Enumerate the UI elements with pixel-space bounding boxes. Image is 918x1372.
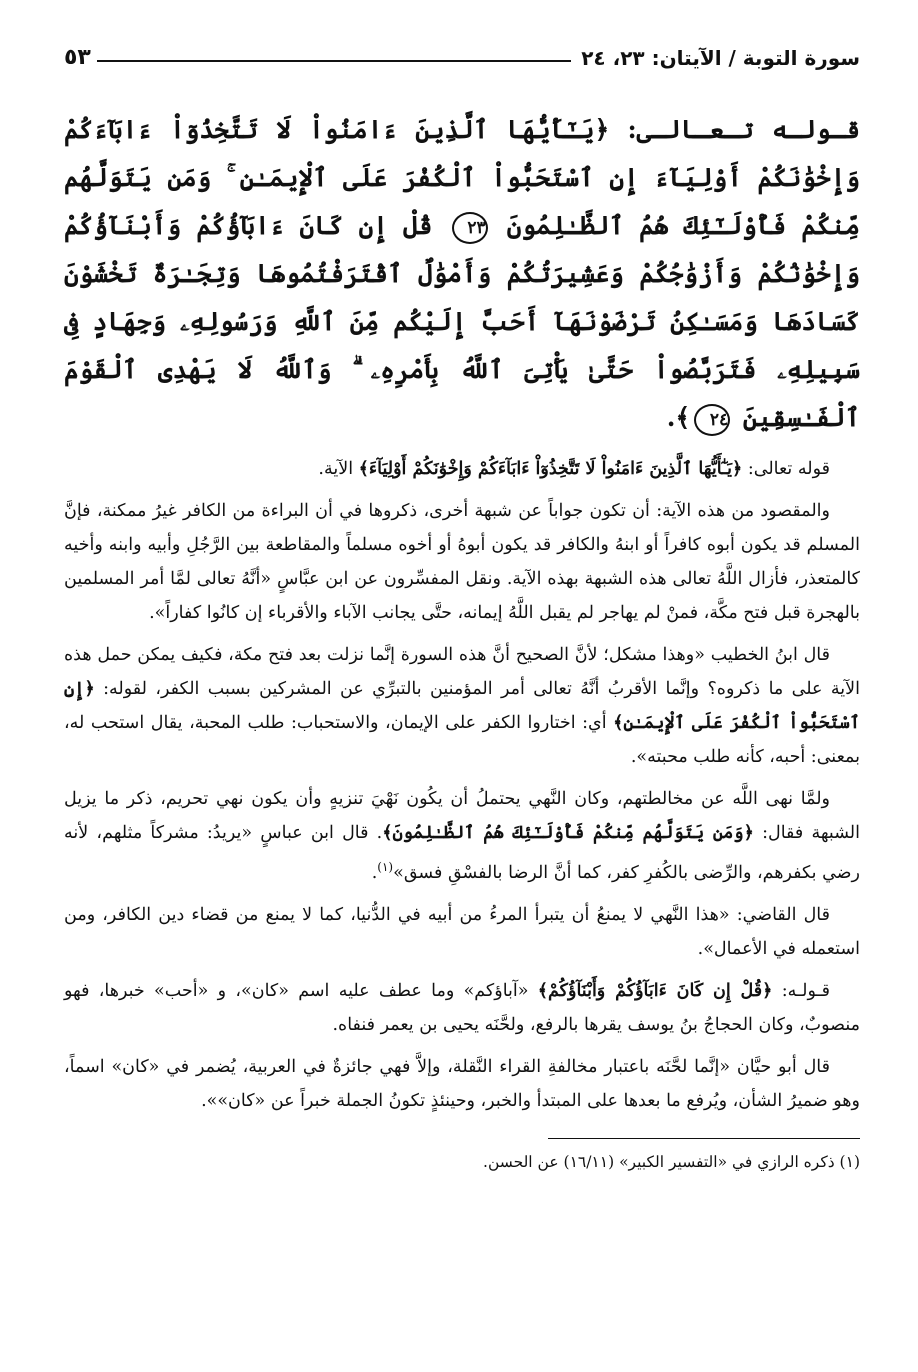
open-bracket: ﴿ — [594, 115, 610, 144]
quran-passage — [64, 106, 860, 442]
p4-part-a: ولمَّا نهى اللَّه عن مخالطتهم، وكان النَّهي يحتملُ أن يكُون نَهْيَ تنزيهٍ وأن يكون نهي تحريم، ذكر ما يزيل الشبهة فقال: — [64, 789, 860, 843]
p1-intro: قوله تعالى: — [742, 459, 830, 479]
p6-intro: قـولـه: — [772, 980, 830, 1001]
p4-part-c: . — [371, 862, 378, 883]
paragraph-2: والمقصود من هذه الآية: أن تكون جواباً عن شبهة أخرى، ذكروها في أن البراءة من الكافر غيرُ ممكنة، فإنَّ المسلم قد يكون أبوه كافراً أو ابنهُ والكافر قد يكون أبوهُ أو أخوه مسلماً والمقاطعة بين الرَّجُلِ وأبيه وابنه وأخيه كالمتعذر، فأزال اللَّهُ تعالى هذه الشبهة بهذه الآية. ونقل المفسِّرون عن ابن عبَّاسٍ «أنَّهُ تعالى لمَّا أمر المسلمين بالهجرة قبل فتح مكَّة، فمنْ لم يهاجر لم يقبل اللَّهُ إيمانه، حتَّى يجانب الآباء والأقرباء إن كانُوا كفاراً». — [64, 501, 860, 623]
footnote-ref-1[interactable]: (١) — [377, 860, 394, 874]
p1-rest: الآية. — [318, 459, 359, 479]
paragraph-3 — [64, 638, 860, 774]
page-number: ٥٣ — [64, 45, 91, 70]
p6-quran-quote: ﴿قُلْ إِن كَانَ ءَابَآؤُكُمْ وَأَبْنَآؤُكُمْ﴾ — [537, 980, 773, 1001]
ayah-marker-24: ٢٤ — [694, 404, 730, 436]
p3-part-a: قال ابنُ الخطيب «وهذا مشكل؛ لأنَّ الصحيح أنَّ هذه السورة إنَّما نزلت بعد فتح مكة، فكيف يمكن حمل هذه الآية على ما ذكروه؟ وإنَّما الأقربُ أنَّهُ تعالى أمر المؤمنين بالتبرِّي عن المشركين بسبب الكفر، لقوله: — [64, 645, 860, 699]
footnote-rule — [548, 1138, 860, 1139]
p3-quran-quote: ﴿إِنِ ٱسْتَحَبُّواْ ٱلْكُفْرَ عَلَى ٱلْإِيمَـٰنِ﴾ — [64, 679, 860, 733]
p1-quran-quote: ﴿يَـٰٓأَيُّهَا ٱلَّذِينَ ءَامَنُواْ لَا تَتَّخِذُوٓاْ ءَابَآءَكُمْ وَإِخْوَٰنَكُمْ أَوْلِيَآءَ﴾ — [358, 459, 743, 479]
paragraph-7: قال أبو حيَّان «إنَّما لحَّنَه باعتبار مخالفةِ القراء النَّقلة، وإلاَّ فهي جائزةٌ في العربية، يُضمر في «كان» اسماً، وهو ضميرُ الشأن، ويُرفع ما بعدها على المبتدأ والخبر، وحينئذٍ تكونُ الجملة خبراً عن «كان»». — [64, 1056, 860, 1111]
ayah-marker-23: ٢٣ — [452, 212, 488, 244]
p4-quran-quote: ﴿وَمَن يَتَوَلَّهُم مِّنكُمْ فَأُوْلَـٰٓئِكَ هُمُ ٱلظَّـٰلِمُونَ﴾ — [382, 823, 754, 843]
paragraph-6 — [64, 974, 860, 1042]
p3-part-b: أي: اختاروا الكفر على الإيمان، والاستحباب: طلب المحبة، يقال استحب له، بمعنى: أحبه، كأنه طلب محبته». — [64, 713, 860, 767]
footnote-1: (١) ذكره الرازي في «التفسير الكبير» (١٦/١١) عن الحسن. — [483, 1152, 860, 1171]
p6-rest: «آباؤكم» وما عطف عليه اسم «كان»، و «أحب» خبرها، فهو منصوبٌ، وكان الحجاجُ بنُ يوسف يقرها بالرفع، ولحَّنَه يحيى بن يعمر فنفاه. — [64, 980, 860, 1035]
header-rule — [97, 60, 571, 62]
verse-23-text: يَـٰٓأَيُّهَا ٱلَّذِينَ ءَامَنُواْ لَا تَتَّخِذُوٓاْ ءَابَآءَكُمْ وَإِخْوَٰنَكُمْ أَوْلِيَآءَ إِنِ ٱسْتَحَبُّواْ ٱلْكُفْرَ عَلَى ٱلْإِيمَـٰنِ ۚ وَمَن يَتَوَلَّهُم مِّنكُمْ فَأُوْلَـٰٓئِكَ هُمُ ٱلظَّـٰلِمُونَ — [64, 115, 860, 240]
paragraph-1 — [64, 452, 860, 486]
running-header — [64, 34, 860, 70]
quran-intro: قـولـه تـعـالـى: — [627, 115, 860, 144]
running-title: سورة التوبة / الآيتان: ٢٣، ٢٤ — [581, 46, 860, 70]
p4-part-b: . قال ابن عباسٍ «يريدُ: مشركاً مثلهم، لأنه رضي بكفرهم، والرِّضى بالكُفرِ كفر، كما أنَّ الرضا بالفسْقِ فسق» — [64, 823, 860, 883]
paragraph-4 — [64, 782, 860, 890]
paragraph-5: قال القاضي: «هذا النَّهي لا يمنعُ أن يتبرأ المرءُ من أبيه في الدُّنيا، كما لا يمنع من قضاء دين الكافر، ومن استعمله في الأعمال». — [64, 904, 860, 959]
close-bracket: ﴾. — [666, 403, 691, 432]
verse-24-text: قُلْ إِن كَانَ ءَابَآؤُكُمْ وَأَبْنَآؤُكُمْ وَإِخْوَٰنُكُمْ وَأَزْوَٰجُكُمْ وَعَشِيرَتُكُمْ وَأَمْوَٰلٌ ٱقْتَرَفْتُمُوهَا وَتِجَـٰرَةٌ تَخْشَوْنَ كَسَادَهَا وَمَسَـٰكِنُ تَرْضَوْنَهَآ أَحَبَّ إِلَيْكُم مِّنَ ٱللَّهِ وَرَسُولِهِۦ وَجِهَادٍ فِى سَبِيلِهِۦ فَتَرَبَّصُواْ حَتَّىٰ يَأْتِىَ ٱللَّهُ بِأَمْرِهِۦ ۗ وَٱللَّهُ لَا يَهْدِى ٱلْقَوْمَ ٱلْفَـٰسِقِينَ — [64, 211, 860, 432]
